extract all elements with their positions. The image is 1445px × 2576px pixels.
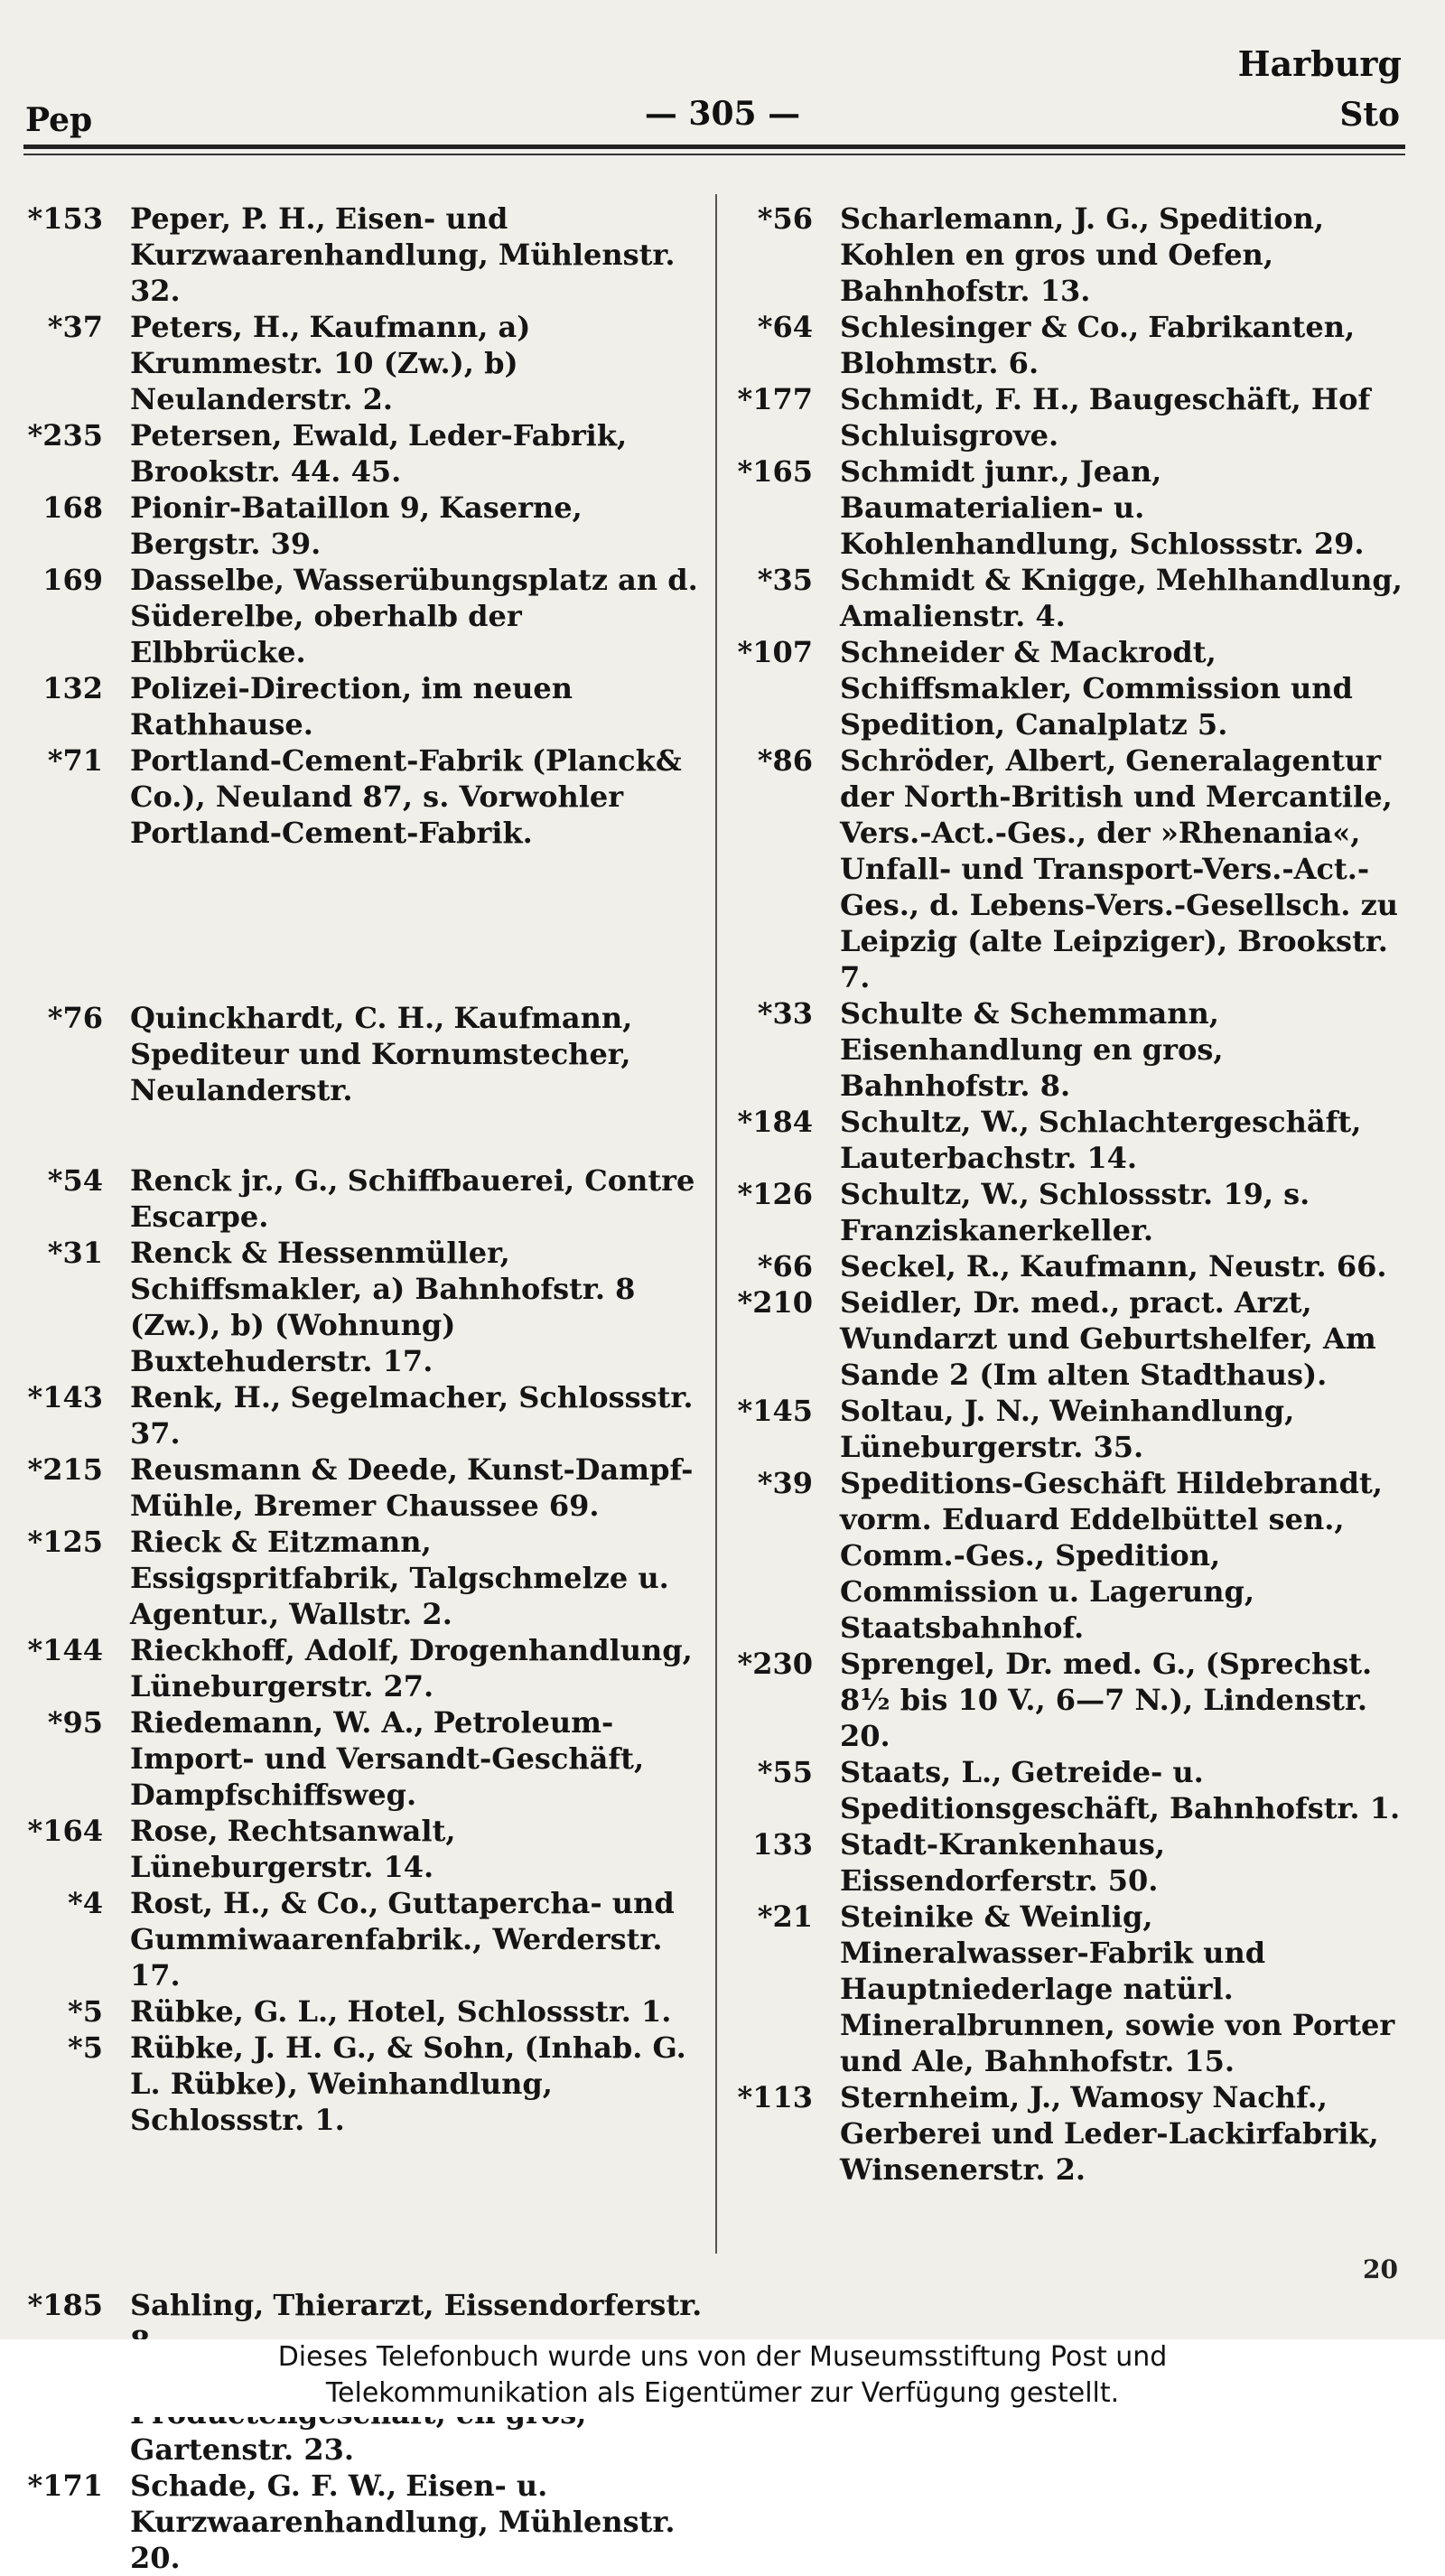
directory-entry (20, 1524, 706, 1632)
subscriber-details: Kaufmann, Neustr. 66. (1019, 1249, 1387, 1283)
subscriber-name: Schneider & Mackrodt, (840, 635, 1217, 669)
subscriber-details: Fabrikanten, Blohmstr. 6. (840, 310, 1356, 380)
subscriber-name: Schmidt junr., Jean, (840, 454, 1162, 489)
left-column (20, 201, 706, 2576)
phone-number: *230 (737, 1647, 813, 1681)
directory-entry (730, 453, 1407, 562)
phone-number: 169 (42, 563, 103, 597)
subscriber-details: Wasserübungsplatz an d. Süderelbe, oberhalb der Elbbrücke. (130, 563, 698, 669)
subscriber-details: Mineralwasser-Fabrik und Hauptniederlage natürl. Mineralbrunnen, sowie von Porter und Ale, Bahnhofstr. 15. (840, 1936, 1395, 2078)
phone-number: *35 (757, 563, 813, 597)
directory-entry (20, 1813, 706, 1885)
directory-entry (730, 1104, 1407, 1176)
phone-number: *76 (47, 1001, 103, 1035)
subscriber-name: Soltau, J. N., (840, 1394, 1041, 1428)
phone-number: *184 (737, 1105, 813, 1139)
phone-number: *171 (27, 2469, 103, 2503)
directory-entry (730, 1899, 1407, 2079)
subscriber-details: Leder-Fabrik, Brookstr. 44. 45. (130, 418, 628, 489)
subscriber-name: Peters, H., (130, 310, 301, 344)
directory-entry (20, 490, 706, 562)
guide-word-right: Sto (1339, 96, 1400, 134)
header-rule-thick (23, 145, 1405, 149)
phone-number: 132 (42, 671, 103, 705)
phone-number: *21 (757, 1899, 813, 1934)
directory-entry (20, 309, 706, 417)
directory-entry (20, 562, 706, 670)
subscriber-details: Eisen- u. Kurzwaarenhandlung, Mühlenstr. 20. (130, 2469, 676, 2575)
subscriber-name: Schröder, Albert, (840, 743, 1117, 778)
subscriber-details: Getreide- u. Speditionsgeschäft, Bahnhofstr. 1. (840, 1755, 1401, 1825)
directory-entry (730, 1393, 1407, 1465)
phone-number: *165 (737, 454, 813, 489)
subscriber-name: Rübke, G. L., (130, 1994, 339, 2029)
right-column (730, 201, 1407, 2188)
phone-number: *164 (27, 1814, 103, 1848)
directory-entry (20, 2030, 706, 2138)
subscriber-details: Gartenstr. 23. (130, 2432, 354, 2467)
subscriber-details: Baumaterialien- u. Kohlenhandlung, Schlossstr. 29. (840, 490, 1365, 561)
subscriber-name: Speditions-Geschäft Hildebrandt, (840, 1466, 1383, 1500)
subscriber-details: Segelmacher, Schlossstr. 37. (130, 1380, 694, 1451)
subscriber-details: Kaserne, Bergstr. 39. (130, 490, 583, 561)
header-rule-thin (23, 154, 1405, 155)
subscriber-details: Rechtsanwalt, Lüneburgerstr. 14. (130, 1814, 456, 1884)
subscriber-name: Schlesinger & Co., (840, 310, 1140, 344)
subscriber-details: pract. Arzt, Wundarzt und Geburtshelfer, Am Sande 2 (Im alten Stadthaus). (840, 1285, 1376, 1392)
subscriber-name: Seidler, Dr. med., (840, 1285, 1121, 1320)
directory-entry (730, 1176, 1407, 1248)
subscriber-name: Rieck & Eitzmann, (130, 1525, 432, 1559)
phone-number: *55 (757, 1755, 813, 1789)
subscriber-details: Weinhandlung, Lüneburgerstr. 35. (840, 1394, 1295, 1464)
directory-entry (20, 1235, 706, 1379)
directory-entry (20, 670, 706, 742)
phone-number: *56 (757, 201, 813, 236)
footer-line-2: Telekommunikation als Eigentümer zur Verfügung gestellt. (325, 2377, 1120, 2409)
phone-number: *144 (27, 1633, 103, 1667)
directory-entry (730, 562, 1407, 634)
directory-entry (20, 1451, 706, 1524)
phone-number: *95 (47, 1705, 103, 1740)
subscriber-name: Schmidt, F. H., (840, 382, 1080, 416)
phone-number: *5 (68, 2030, 103, 2065)
phone-number: *107 (737, 635, 813, 669)
subscriber-name: Riedemann, W. A., (130, 1705, 424, 1740)
subscriber-name: Renck jr., G., (130, 1163, 339, 1198)
subscriber-details: (Planck& Co.), Neuland 87, s. Vorwohler Portland-Cement-Fabrik. (130, 743, 682, 850)
subscriber-details: Kaufmann, a) Krummestr. 10 (Zw.), b) Neulanderstr. 2. (130, 310, 531, 416)
directory-entry (20, 742, 706, 851)
subscriber-name: Schmidt & Knigge, (840, 563, 1147, 597)
guide-word-left: Pep (25, 101, 93, 139)
section-gap (20, 1108, 706, 1162)
subscriber-details: Wamosy Nachf., Gerberei und Leder-Lackirfabrik, Winsenerstr. 2. (840, 2080, 1379, 2187)
subscriber-details: Essigspritfabrik, Talgschmelze u. Agentur., Wallstr. 2. (130, 1561, 669, 1631)
phone-number: *64 (757, 310, 813, 344)
subscriber-details: Eissendorferstr. 50. (840, 1863, 1159, 1898)
phone-number: *125 (27, 1525, 103, 1559)
subscriber-details: (Sprechst. 8½ bis 10 V., 6—7 N.), Lindenstr. 20. (840, 1647, 1373, 1753)
subscriber-name: Rübke, J. H. G., & Sohn, (130, 2030, 516, 2065)
subscriber-name: Pionir-Bataillon 9, (130, 490, 431, 525)
subscriber-name: Sahling, (130, 2288, 265, 2322)
directory-entry (20, 1885, 706, 1993)
subscriber-details: Kunst-Dampf-Mühle, Bremer Chaussee 69. (130, 1452, 694, 1523)
subscriber-name: Portland-Cement-Fabrik (130, 743, 523, 778)
subscriber-details: Mehlhandlung, Amalienstr. 4. (840, 563, 1403, 633)
directory-entry (730, 995, 1407, 1104)
subscriber-name: Polizei-Direction, (130, 671, 413, 705)
directory-entry (20, 201, 706, 309)
phone-number: *235 (27, 418, 103, 453)
subscriber-details: Spedition, Kohlen en gros und Oefen, Bahnhofstr. 13. (840, 201, 1325, 308)
directory-entry (20, 417, 706, 490)
phone-number: *33 (757, 996, 813, 1031)
subscriber-details: Hotel, Schlossstr. 1. (347, 1994, 672, 2029)
subscriber-name: Sternheim, J., (840, 2080, 1062, 2114)
subscriber-name: Seckel, R., (840, 1249, 1011, 1283)
phone-number: *66 (757, 1249, 813, 1283)
phone-number: 133 (752, 1827, 813, 1862)
phone-number: *126 (737, 1177, 813, 1211)
subscriber-name: Renk, H., (130, 1380, 282, 1414)
city-heading: Harburg (1237, 43, 1402, 84)
directory-entry (20, 1162, 706, 1235)
subscriber-name: Schultz, W., (840, 1177, 1030, 1211)
phone-number: *86 (757, 743, 813, 778)
subscriber-details: Schlossstr. 19, s. Franziskanerkeller. (840, 1177, 1310, 1247)
subscriber-name: Staats, L., (840, 1755, 1002, 1789)
subscriber-details: Schlachtergeschäft, Lauterbachstr. 14. (840, 1105, 1362, 1175)
page-number: 20 (1363, 2254, 1398, 2284)
subscriber-details: Eisen- und Kurzwaarenhandlung, Mühlenstr. 32. (130, 201, 676, 308)
directory-entry (730, 1465, 1407, 1646)
directory-entry (730, 1826, 1407, 1899)
subscriber-details: (Inhab. G. L. Rübke), Weinhandlung, Schlossstr. 1. (130, 2030, 686, 2137)
subscriber-details: Eisenhandlung en gros, Bahnhofstr. 8. (840, 1032, 1224, 1103)
subscriber-name: Dasselbe, (130, 563, 284, 597)
subscriber-name: Schulte & Schemmann, (840, 996, 1219, 1031)
directory-entry (730, 1284, 1407, 1393)
subscriber-name: Peper, P. H., (130, 201, 326, 236)
subscriber-details: im neuen Rathhause. (130, 671, 573, 742)
footer-note (0, 2339, 1445, 2417)
directory-entry (730, 201, 1407, 309)
subscriber-name: Schultz, W., (840, 1105, 1030, 1139)
directory-entry (730, 1248, 1407, 1284)
subscriber-details: Petroleum-Import- und Versandt-Geschäft, Dampfschiffsweg. (130, 1705, 645, 1812)
phone-number: *210 (737, 1285, 813, 1320)
directory-entry (730, 309, 1407, 381)
subscriber-details: Generalagentur der North-British und Mercantile, Vers.-Act.-Ges., der »Rhenania«, Unfall- und Transport-Vers.-Act.-Ges., d. Lebens-Vers.-Gesellsch. zu Leipzig (alte Leipziger), Brookstr. 7. (840, 743, 1399, 994)
phone-number: *31 (47, 1236, 103, 1270)
directory-entry (20, 1704, 706, 1813)
directory-entry (730, 1754, 1407, 1826)
subscriber-details: Schiffsmakler, a) Bahnhofstr. 8 (Zw.), b) (Wohnung) Buxtehuderstr. 17. (130, 1272, 636, 1378)
column-divider (715, 194, 717, 2254)
subscriber-name: Reusmann & Deede, (130, 1452, 458, 1487)
directory-entry (730, 381, 1407, 453)
directory-entry (20, 1993, 706, 2030)
phone-number: *153 (27, 201, 103, 236)
subscriber-name: Sprengel, Dr. med. G., (840, 1647, 1197, 1681)
subscriber-name: Stadt-Krankenhaus, (840, 1827, 1165, 1862)
subscriber-name: Quinckhardt, C. H., (130, 1001, 445, 1035)
phone-number: *71 (47, 743, 103, 778)
directory-entry (20, 1000, 706, 1108)
directory-entry (730, 1646, 1407, 1754)
phone-number: *5 (68, 1994, 103, 2029)
directory-entry (730, 2079, 1407, 2188)
subscriber-details: Drogenhandlung, Lüneburgerstr. 27. (130, 1633, 693, 1703)
phone-number: *145 (737, 1394, 813, 1428)
subscriber-name: Petersen, Ewald, (130, 418, 399, 453)
subscriber-name: Steinike & Weinlig, (840, 1899, 1153, 1934)
phone-number: 168 (42, 490, 103, 525)
subscriber-name: Schade, G. F. W., (130, 2469, 397, 2503)
subscriber-name: Scharlemann, J. G., (840, 201, 1150, 236)
footer-line-1: Dieses Telefonbuch wurde uns von der Museumsstiftung Post und (277, 2341, 1168, 2373)
page-header-number: — 305 — (644, 95, 801, 133)
section-gap (20, 2138, 706, 2287)
phone-number: *185 (27, 2288, 103, 2322)
subscriber-details: Baugeschäft, Hof Schluisgrove. (840, 382, 1371, 453)
phone-number: *54 (47, 1163, 103, 1198)
subscriber-details: Guttapercha- und Gummiwaarenfabrik., Werderstr. 17. (130, 1886, 675, 1993)
subscriber-details: vorm. Eduard Eddelbüttel sen., Comm.-Ges., Spedition, Commission u. Lagerung, Staatsbahnhof. (840, 1502, 1345, 1645)
phone-number: *113 (737, 2080, 813, 2114)
phone-number: *37 (47, 310, 103, 344)
subscriber-name: Renck & Hessenmüller, (130, 1236, 510, 1270)
subscriber-details: Thierarzt, Eissendorferstr. (273, 2288, 703, 2322)
subscriber-name: Rose, (130, 1814, 219, 1848)
directory-entry (20, 2468, 706, 2576)
subscriber-details: Schiffsmakler, Commission und Spedition, Canalplatz 5. (840, 671, 1353, 742)
directory-entry (20, 1379, 706, 1451)
phone-number: *39 (757, 1466, 813, 1500)
subscriber-details: Kaufmann, Spediteur und Kornumstecher, Neulanderstr. (130, 1001, 633, 1107)
phone-number: *215 (27, 1452, 103, 1487)
subscriber-name: Rieckhoff, Adolf, (130, 1633, 400, 1667)
directory-entry (730, 634, 1407, 742)
subscriber-name: Rost, H., & Co., (130, 1886, 379, 1920)
section-gap (20, 851, 706, 1000)
directory-entry (730, 742, 1407, 995)
phone-number: *143 (27, 1380, 103, 1414)
directory-entry (20, 1632, 706, 1704)
phone-number: *4 (68, 1886, 103, 1920)
phone-number: *177 (737, 382, 813, 416)
subscriber-details: Schiffbauerei, Contre Escarpe. (130, 1163, 695, 1234)
